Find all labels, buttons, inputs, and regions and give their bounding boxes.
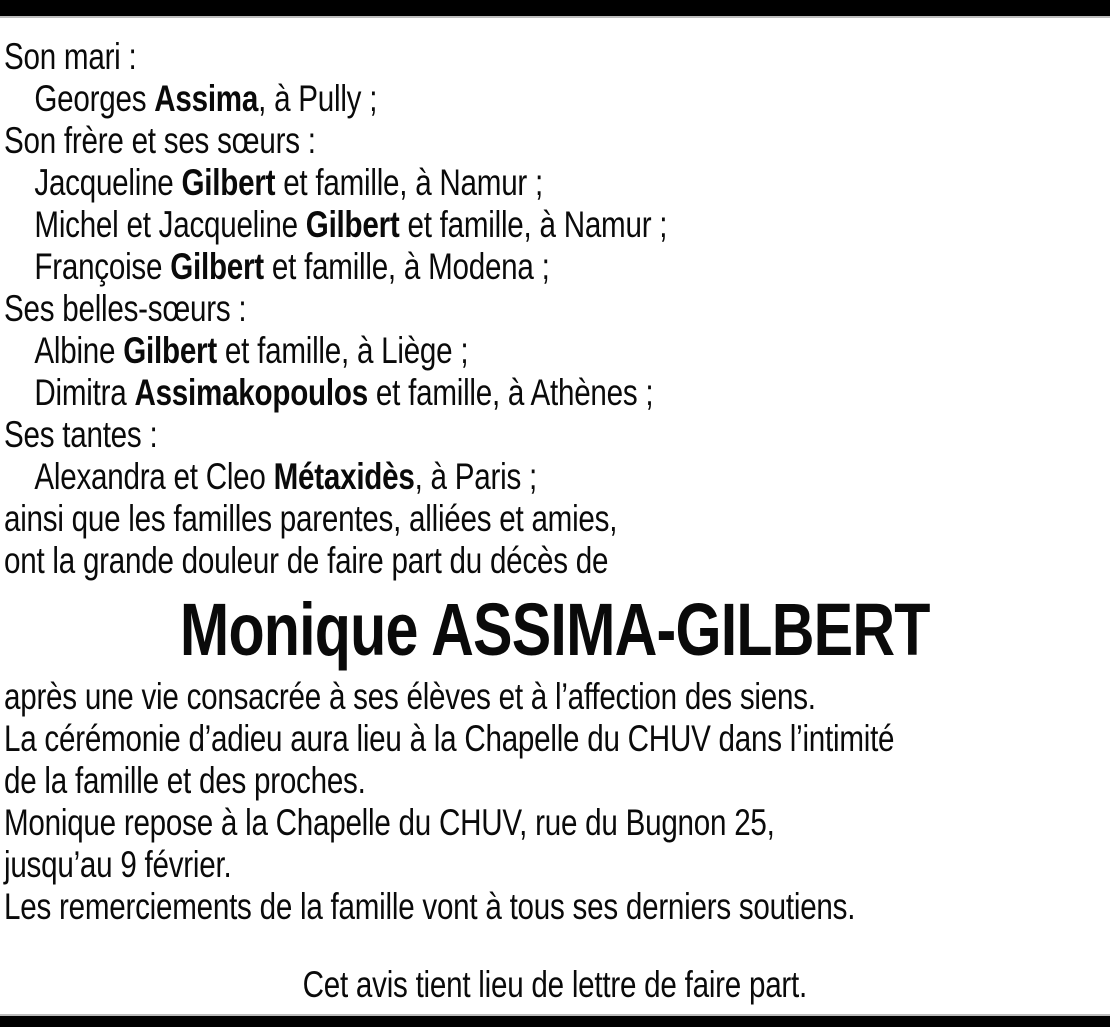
family-line: Albine Gilbert et famille, à Liège ; [34,330,469,371]
family-name: Gilbert [123,330,217,371]
announcement-line: jusqu’au 9 février. [4,844,232,885]
bottom-border-bar [0,1014,1110,1027]
announcement-line: après une vie consacrée à ses élèves et à l’affection des siens. [4,676,816,717]
family-line-text: Ses belles-sœurs : [4,288,247,329]
family-line: Jacqueline Gilbert et famille, à Namur ; [34,162,544,203]
family-line-text: Georges [34,78,155,119]
announcement-line: de la famille et des proches. [4,760,366,801]
family-line [0,414,1110,456]
closing-line: Cet avis tient lieu de lettre de faire part. [302,964,808,1005]
family-line: Françoise Gilbert et famille, à Modena ; [34,246,550,287]
family-line-text: ont la grande douleur de faire part du décès de [4,540,609,581]
family-line: Alexandra et Cleo Métaxidès, à Paris ; [34,456,537,497]
announcement-line: La cérémonie d’adieu aura lieu à la Chapelle du CHUV dans l’intimité [4,718,895,759]
family-name: Assima [154,78,259,119]
family-line-text: Françoise [34,246,171,287]
family-line-text: Alexandra et Cleo [34,456,274,497]
family-line-text: Jacqueline [34,162,182,203]
family-line [0,120,1110,162]
family-name: Gilbert [305,204,400,245]
announcement-line: Les remerciements de la famille vont à tous ses derniers soutiens. [4,886,856,927]
announcement-line: Monique repose à la Chapelle du CHUV, rue du Bugnon 25, [4,802,775,843]
family-line [0,36,1110,78]
family-line: Michel et Jacqueline Gilbert et famille, à Namur ; [34,204,668,245]
family-name: Gilbert [170,246,264,287]
family-line-text: Michel et Jacqueline [34,204,306,245]
family-line [0,540,1110,582]
family-line: Georges Assima, à Pully ; [34,78,378,119]
family-name: Assimakopoulos [134,372,368,413]
family-line-text: Son mari : [4,36,137,77]
family-line: Dimitra Assimakopoulos et famille, à Athènes ; [34,372,654,413]
family-line-text: Albine [34,330,124,371]
family-line-text: Son frère et ses sœurs : [4,120,316,161]
family-line-text: Ses tantes : [4,414,158,455]
deceased-name: Monique ASSIMA-GILBERT [179,588,930,671]
top-border-bar [0,0,1110,18]
family-line-text: Dimitra [34,372,135,413]
family-name: Métaxidès [273,456,415,497]
family-line-text: ainsi que les familles parentes, alliées et amies, [4,498,618,539]
family-line [0,498,1110,540]
notice-body [0,18,1110,1006]
family-line [0,288,1110,330]
family-name: Gilbert [181,162,276,203]
